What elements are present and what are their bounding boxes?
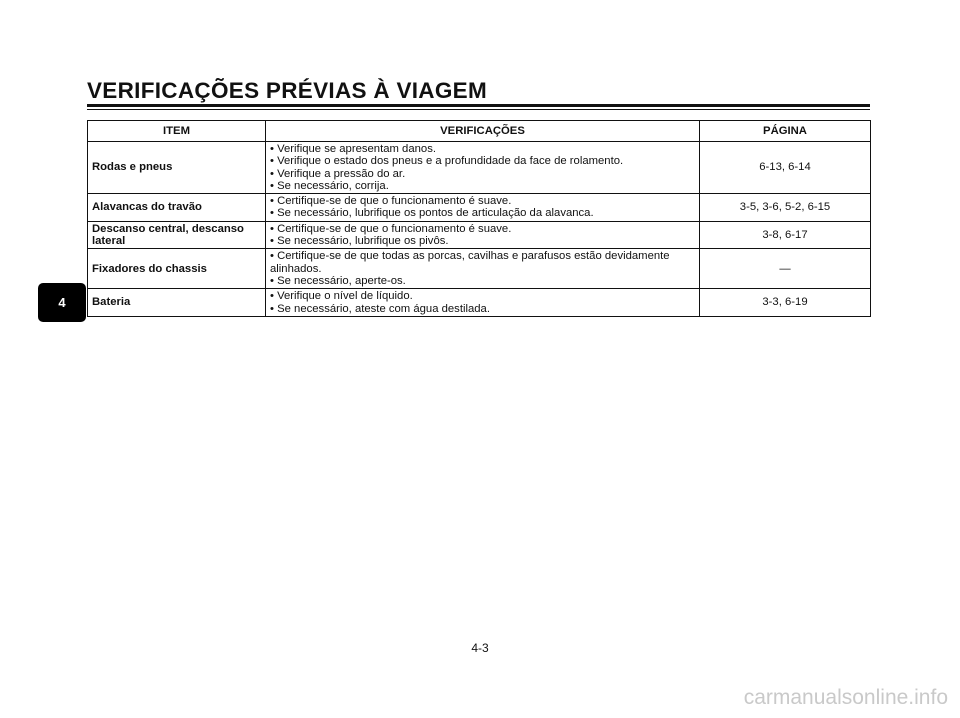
item-text: Descanso central, descanso bbox=[92, 222, 244, 235]
table-header-row bbox=[88, 121, 871, 142]
row-checks bbox=[266, 194, 700, 222]
watermark: carmanualsonline.info bbox=[743, 686, 948, 709]
item-text: Bateria bbox=[92, 296, 131, 309]
check-line: • Se necessário, lubrifique os pivôs. bbox=[270, 235, 449, 248]
title-rule-thick bbox=[87, 104, 870, 107]
check-line: • Se necessário, ateste com água destilada. bbox=[270, 302, 490, 315]
item-text: lateral bbox=[92, 235, 126, 248]
table-row bbox=[88, 142, 871, 194]
item-text: Rodas e pneus bbox=[92, 161, 173, 174]
check-line: • Verifique o nível de líquido. bbox=[270, 290, 413, 303]
header-page: PÁGINA bbox=[700, 121, 871, 142]
check-line: • Verifique se apresentam danos. bbox=[270, 143, 436, 155]
table-row bbox=[88, 249, 871, 289]
check-line: • Se necessário, lubrifique os pontos de articulação da alavanca. bbox=[270, 207, 594, 220]
row-item bbox=[88, 289, 266, 317]
row-item bbox=[88, 142, 266, 194]
row-page: 3-3, 6-19 bbox=[700, 289, 871, 317]
row-page: 3-8, 6-17 bbox=[700, 221, 871, 249]
row-checks bbox=[266, 249, 700, 289]
check-line: • Certifique-se de que o funcionamento é suave. bbox=[270, 222, 512, 235]
row-page: 3-5, 3-6, 5-2, 6-15 bbox=[700, 194, 871, 222]
table-row bbox=[88, 221, 871, 249]
row-page: 6-13, 6-14 bbox=[700, 142, 871, 194]
row-checks bbox=[266, 221, 700, 249]
row-checks bbox=[266, 142, 700, 194]
row-checks bbox=[266, 289, 700, 317]
page-number: 4-3 bbox=[471, 641, 489, 655]
row-page: — bbox=[700, 249, 871, 289]
row-item bbox=[88, 249, 266, 289]
check-line: • Verifique a pressão do ar. bbox=[270, 167, 406, 180]
check-line: • Verifique o estado dos pneus e a profundidade da face de rolamento. bbox=[270, 155, 624, 168]
title-rule-thin bbox=[87, 109, 870, 110]
page-title: VERIFICAÇÕES PRÉVIAS À VIAGEM bbox=[87, 78, 488, 103]
table-row bbox=[88, 194, 871, 222]
header-checks: VERIFICAÇÕES bbox=[266, 121, 700, 142]
table-row bbox=[88, 289, 871, 317]
item-text: Fixadores do chassis bbox=[92, 262, 207, 275]
row-item bbox=[88, 194, 266, 222]
check-line: alinhados. bbox=[270, 262, 322, 275]
check-line: • Se necessário, corrija. bbox=[270, 179, 389, 192]
check-line: • Certifique-se de que o funcionamento é suave. bbox=[270, 195, 512, 208]
chapter-tab: 4 bbox=[38, 283, 86, 322]
pre-ride-checklist-table bbox=[87, 120, 871, 317]
row-item bbox=[88, 221, 266, 249]
item-text: Alavancas do travão bbox=[92, 201, 202, 214]
check-line: • Se necessário, aperte-os. bbox=[270, 274, 406, 287]
header-item: ITEM bbox=[88, 121, 266, 142]
check-line: • Certifique-se de que todas as porcas, cavilhas e parafusos estão devidamente bbox=[270, 250, 670, 263]
